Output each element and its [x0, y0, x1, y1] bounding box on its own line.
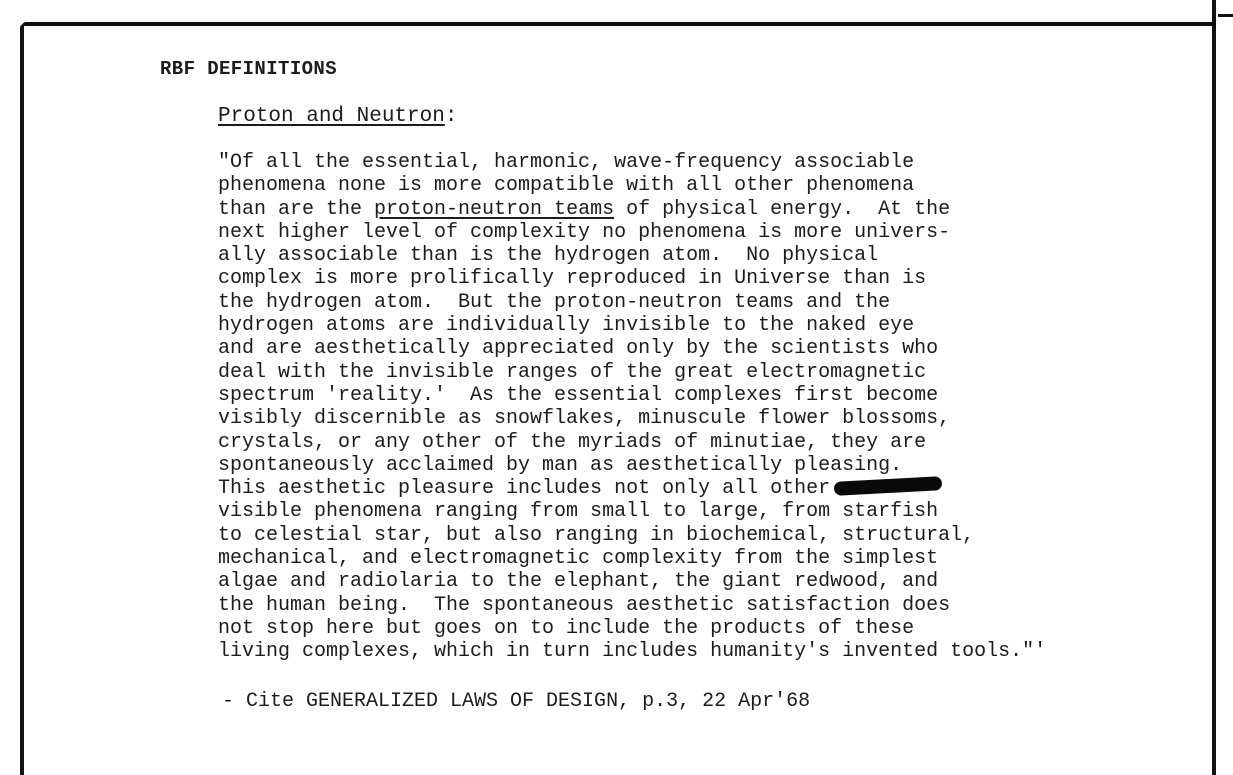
quote-line — [218, 524, 1046, 547]
quote-line — [218, 547, 1046, 570]
quote-line-text: complex is more prolifically reproduced in Universe than is — [218, 267, 927, 291]
quote-line — [218, 151, 1046, 174]
quote-line — [218, 244, 1046, 267]
quote-line — [218, 267, 1046, 290]
quote-line — [218, 570, 1046, 593]
section-heading — [218, 105, 457, 128]
quote-line — [218, 640, 1046, 663]
quote-line-text: crystals, or any other of the myriads of minutiae, they are — [218, 430, 927, 454]
quote-line-text: phenomena none is more compatible with all other phenomena — [218, 174, 915, 198]
quote-line — [218, 361, 1046, 384]
quote-line — [218, 594, 1046, 617]
quote-line — [218, 500, 1046, 523]
card-border-left — [20, 24, 24, 775]
section-heading-colon: : — [444, 105, 458, 128]
quote-line-text: the human being. The spontaneous aesthetic satisfaction does — [218, 593, 951, 617]
quote-line-text: than are the — [218, 197, 375, 221]
quote-line-text: not stop here but goes on to include the products of these — [218, 616, 915, 640]
quote-underlined-phrase: proton-neutron teams — [374, 197, 615, 221]
quote-line — [218, 617, 1046, 640]
quote-line — [218, 314, 1046, 337]
quote-line — [218, 337, 1046, 360]
quote-line-text: visibly discernible as snowflakes, minuscule flower blossoms, — [218, 407, 951, 431]
quote-line — [218, 431, 1046, 454]
quote-line — [218, 174, 1046, 197]
quote-line-text: spectrum 'reality.' As the essential complexes first become — [218, 383, 939, 407]
quote-line — [218, 198, 1046, 221]
quote-line-text: ally associable than is the hydrogen atom. No physical — [218, 244, 879, 268]
quote-line-text: next higher level of complexity no phenomena is more univers- — [218, 220, 951, 244]
redaction-mark — [834, 476, 943, 496]
quote-line-text: living complexes, which in turn includes humanity's invented tools."' — [218, 640, 1047, 664]
citation: - Cite GENERALIZED LAWS OF DESIGN, p.3, 22 Apr'68 — [222, 690, 811, 713]
quote-body — [218, 151, 1046, 664]
quote-line-text: "Of all the essential, harmonic, wave-frequency associable — [218, 151, 915, 174]
quote-line — [218, 454, 1046, 477]
quote-line-text: This aesthetic pleasure includes not only all other — [218, 477, 831, 501]
quote-line — [218, 407, 1046, 430]
page-title: RBF DEFINITIONS — [160, 58, 338, 80]
quote-line-text: of physical energy. At the — [614, 197, 951, 221]
quote-line-text: to celestial star, but also ranging in biochemical, structural, — [218, 523, 975, 547]
quote-line — [218, 384, 1046, 407]
quote-line-text: spontaneously acclaimed by man as aesthetically pleasing. — [218, 453, 903, 477]
quote-line — [218, 477, 1046, 500]
card-border-top — [22, 22, 1212, 26]
quote-line-text: and are aesthetically appreciated only by the scientists who — [218, 337, 939, 361]
quote-line-text: hydrogen atoms are individually invisible to the naked eye — [218, 314, 915, 338]
quote-line — [218, 221, 1046, 244]
quote-line-text: the hydrogen atom. But the proton-neutron teams and the — [218, 290, 891, 314]
quote-line-text: deal with the invisible ranges of the great electromagnetic — [218, 360, 927, 384]
card-border-right — [1212, 0, 1216, 775]
quote-line — [218, 291, 1046, 314]
quote-line-text: algae and radiolaria to the elephant, the giant redwood, and — [218, 570, 939, 594]
quote-line-text: mechanical, and electromagnetic complexity from the simplest — [218, 547, 939, 571]
quote-line-text: visible phenomena ranging from small to large, from starfish — [218, 500, 939, 524]
card-border-corner — [1218, 0, 1233, 17]
section-heading-text: Proton and Neutron — [218, 105, 445, 128]
